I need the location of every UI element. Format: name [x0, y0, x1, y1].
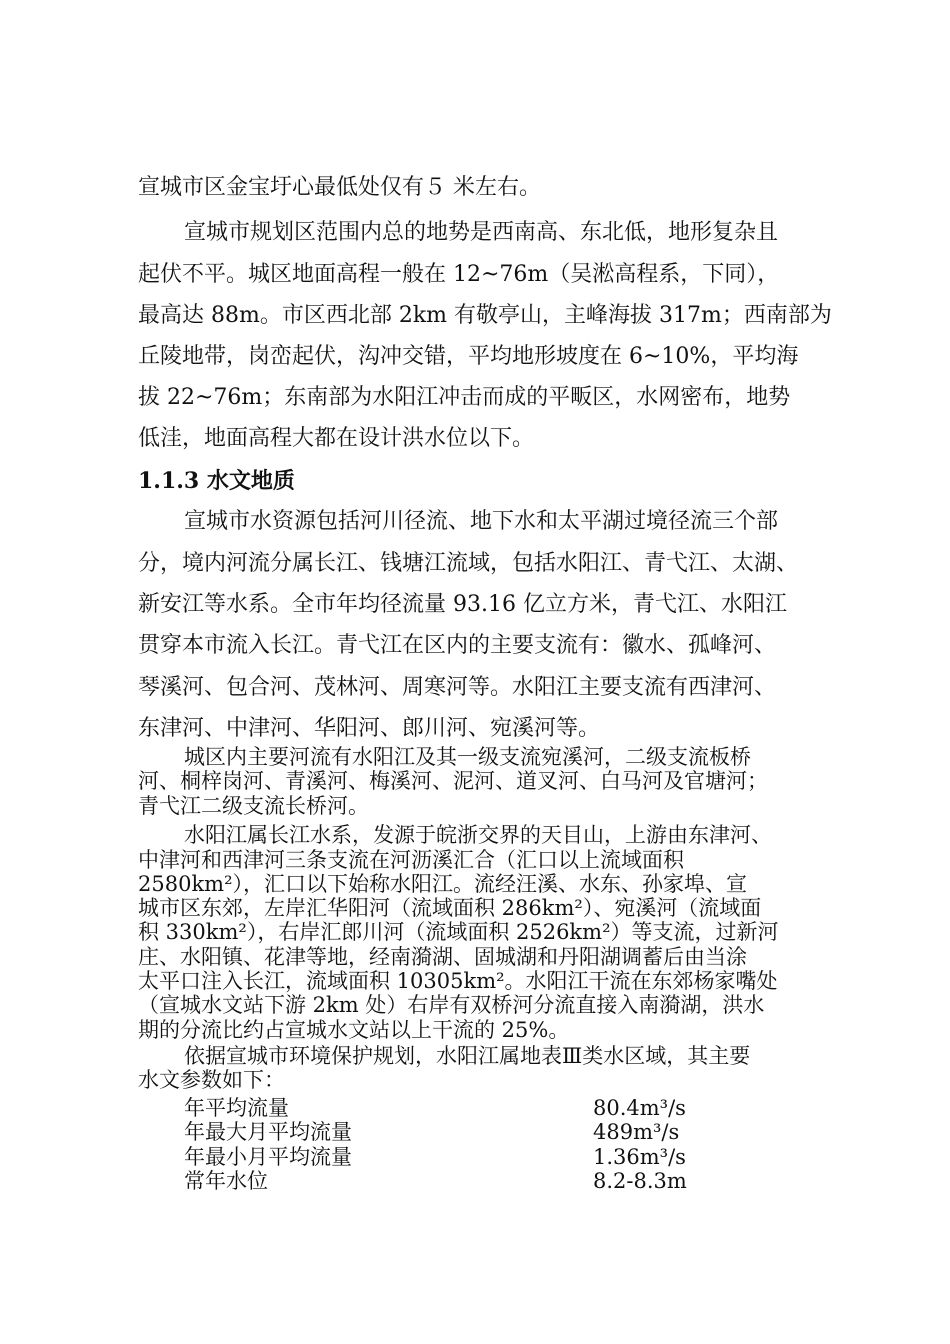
text-line: 水文参数如下： — [138, 1068, 285, 1092]
text-line: 依据宣城市环境保护规划，水阳江属地表Ⅲ类水区域，其主要 — [184, 1044, 751, 1068]
parameter-name: 年最大月平均流量 — [184, 1120, 352, 1144]
text-line: 河、桐梓岗河、青溪河、梅溪河、泥河、道叉河、白马河及官塘河； — [138, 769, 768, 793]
parameter-name: 年最小月平均流量 — [184, 1145, 352, 1169]
text-line: 青弋江二级支流长桥河。 — [138, 794, 369, 818]
text-line: 琴溪河、包合河、茂林河、周寒河等。水阳江主要支流有西津河、 — [138, 675, 777, 700]
text-line: 2580km²），汇口以下始称水阳江。流经汪溪、水东、孙家埠、宣 — [138, 872, 747, 896]
text-line: 宣城市水资源包括河川径流、地下水和太平湖过境径流三个部 — [184, 509, 779, 534]
text-line: 期的分流比约占宣城水文站以上干流的 25%。 — [138, 1018, 570, 1042]
text-line: 积 330km²），右岸汇郎川河（流域面积 2526km²）等支流，过新河 — [138, 920, 779, 944]
text-line: 拔 22~76m；东南部为水阳江冲击而成的平畈区，水网密布，地势 — [138, 385, 791, 410]
parameter-value: 80.4m³/s — [593, 1096, 686, 1120]
text-line: 城市区东郊，左岸汇华阳河（流域面积 286km²）、宛溪河（流域面 — [138, 896, 762, 920]
parameter-value: 489m³/s — [593, 1120, 680, 1144]
text-line: 水阳江属长江水系，发源于皖浙交界的天目山，上游由东津河、 — [184, 823, 772, 847]
paragraph-continuation: 宣城市区金宝圩心最低处仅有５ 米左右。 — [138, 175, 541, 200]
text-line: 低洼，地面高程大都在设计洪水位以下。 — [138, 426, 535, 451]
text-line: 起伏不平。城区地面高程一般在 12~76m（吴淞高程系，下同）， — [138, 262, 780, 287]
parameter-value: 8.2-8.3m — [593, 1169, 687, 1193]
parameter-value: 1.36m³/s — [593, 1145, 686, 1169]
text-line: 中津河和西津河三条支流在河沥溪汇合（汇口以上流域面积 — [138, 848, 684, 872]
text-line: 分，境内河流分属长江、钱塘江流域，包括水阳江、青弋江、太湖、 — [138, 551, 799, 576]
text-line: 最高达 88m。市区西北部 2km 有敬亭山，主峰海拔 317m；西南部为 — [138, 303, 832, 328]
text-line: 城区内主要河流有水阳江及其一级支流宛溪河，二级支流板桥 — [184, 745, 751, 769]
text-line: 庄、水阳镇、花津等地，经南漪湖、固城湖和丹阳湖调蓄后由当涂 — [138, 945, 747, 969]
text-line: 东津河、中津河、华阳河、郎川河、宛溪河等。 — [138, 716, 601, 741]
text-line: 新安江等水系。全市年均径流量 93.16 亿立方米，青弋江、水阳江 — [138, 592, 787, 617]
section-heading: 1.1.3 水文地质 — [138, 468, 295, 494]
parameter-name: 年平均流量 — [184, 1096, 289, 1120]
text-line: 宣城市规划区范围内总的地势是西南高、东北低，地形复杂且 — [184, 220, 779, 245]
text-line: （宣城水文站下游 2km 处）右岸有双桥河分流直接入南漪湖，洪水 — [138, 993, 765, 1017]
parameter-name: 常年水位 — [184, 1169, 268, 1193]
text-line: 太平口注入长江，流域面积 10305km²。水阳江干流在东郊杨家嘴处 — [138, 969, 778, 993]
text-line: 贯穿本市流入长江。青弋江在区内的主要支流有：徽水、孤峰河、 — [138, 633, 777, 658]
text-line: 丘陵地带，岗峦起伏，沟冲交错，平均地形坡度在 6~10%，平均海 — [138, 344, 799, 369]
